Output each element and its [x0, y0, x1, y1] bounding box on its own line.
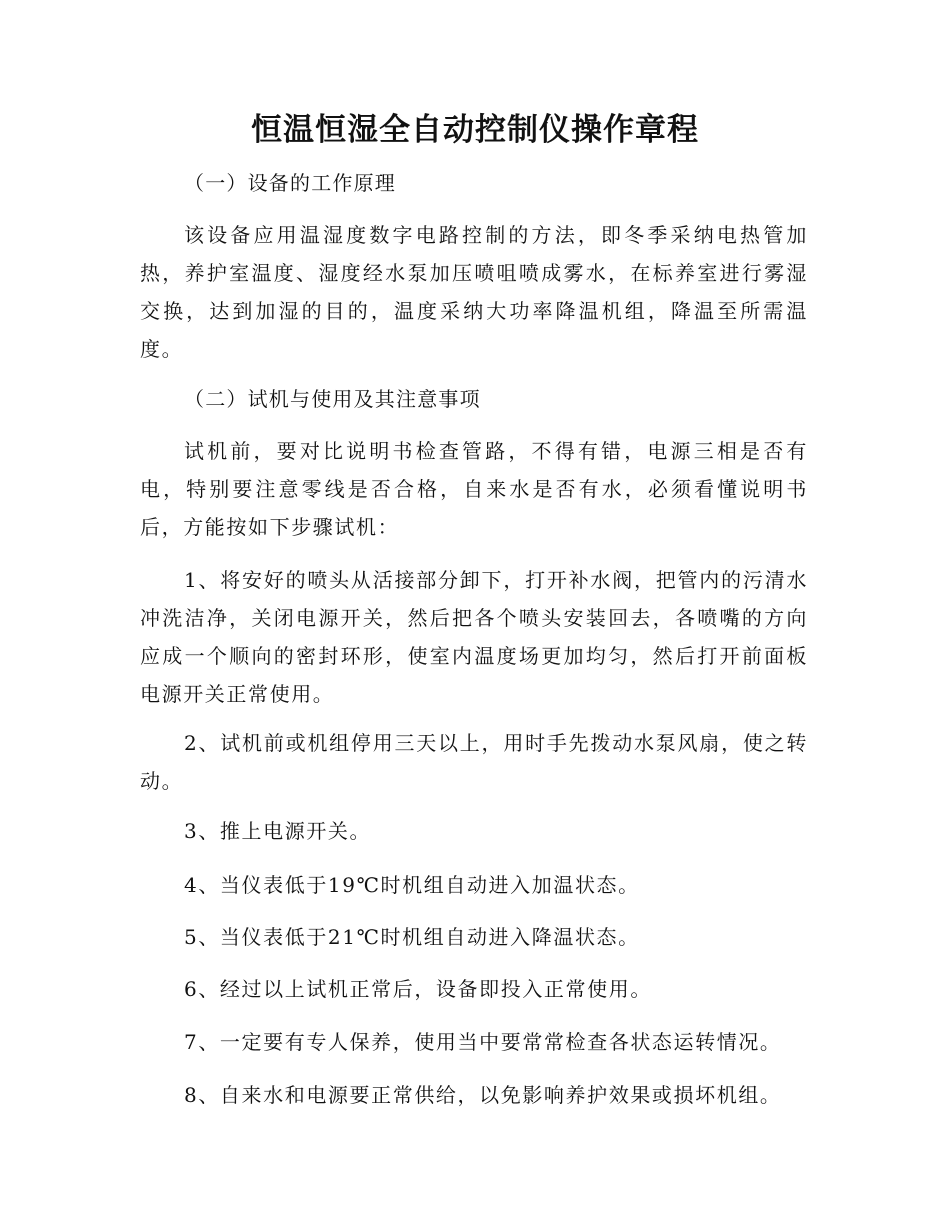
list-item-step-4: 4、当仪表低于19℃时机组自动进入加温状态。	[184, 873, 640, 897]
list-item-step-5: 5、当仪表低于21℃时机组自动进入降温状态。	[184, 925, 640, 949]
list-item-step-1: 1、将安好的喷头从活接部分卸下，打开补水阀，把管内的污清水冲洗洁净，关闭电源开关，然后把各个喷头安装回去，各喷嘴的方向应成一个顺向的密封环形，使室内温度场更加均匀，然后打开前面板电源开关正常使用。	[140, 568, 808, 706]
section-heading-trial-use: （二）试机与使用及其注意事项	[184, 387, 481, 411]
list-item-step-3: 3、推上电源开关。	[184, 819, 372, 843]
list-item-step-6: 6、经过以上试机正常后，设备即投入正常使用。	[184, 977, 652, 1001]
list-item-step-8: 8、自来水和电源要正常供给，以免影响养护效果或损坏机组。	[184, 1083, 782, 1107]
paragraph-principle: 该设备应用温湿度数字电路控制的方法，即冬季采纳电热管加热，养护室温度、湿度经水泵加压喷咀喷成雾水，在标养室进行雾湿交换，达到加湿的目的，温度采纳大功率降温机组，降温至所需温度。	[140, 223, 808, 361]
list-item-step-7: 7、一定要有专人保养，使用当中要常常检查各状态运转情况。	[184, 1030, 782, 1054]
paragraph-pre-trial: 试机前，要对比说明书检查管路，不得有错，电源三相是否有电，特别要注意零线是否合格，自来水是否有水，必须看懂说明书后，方能按如下步骤试机：	[140, 439, 808, 539]
list-item-step-2: 2、试机前或机组停用三天以上，用时手先拨动水泵风扇，使之转动。	[140, 731, 808, 793]
document-title: 恒温恒湿全自动控制仪操作章程	[251, 112, 699, 148]
section-heading-principle: （一）设备的工作原理	[184, 171, 396, 195]
